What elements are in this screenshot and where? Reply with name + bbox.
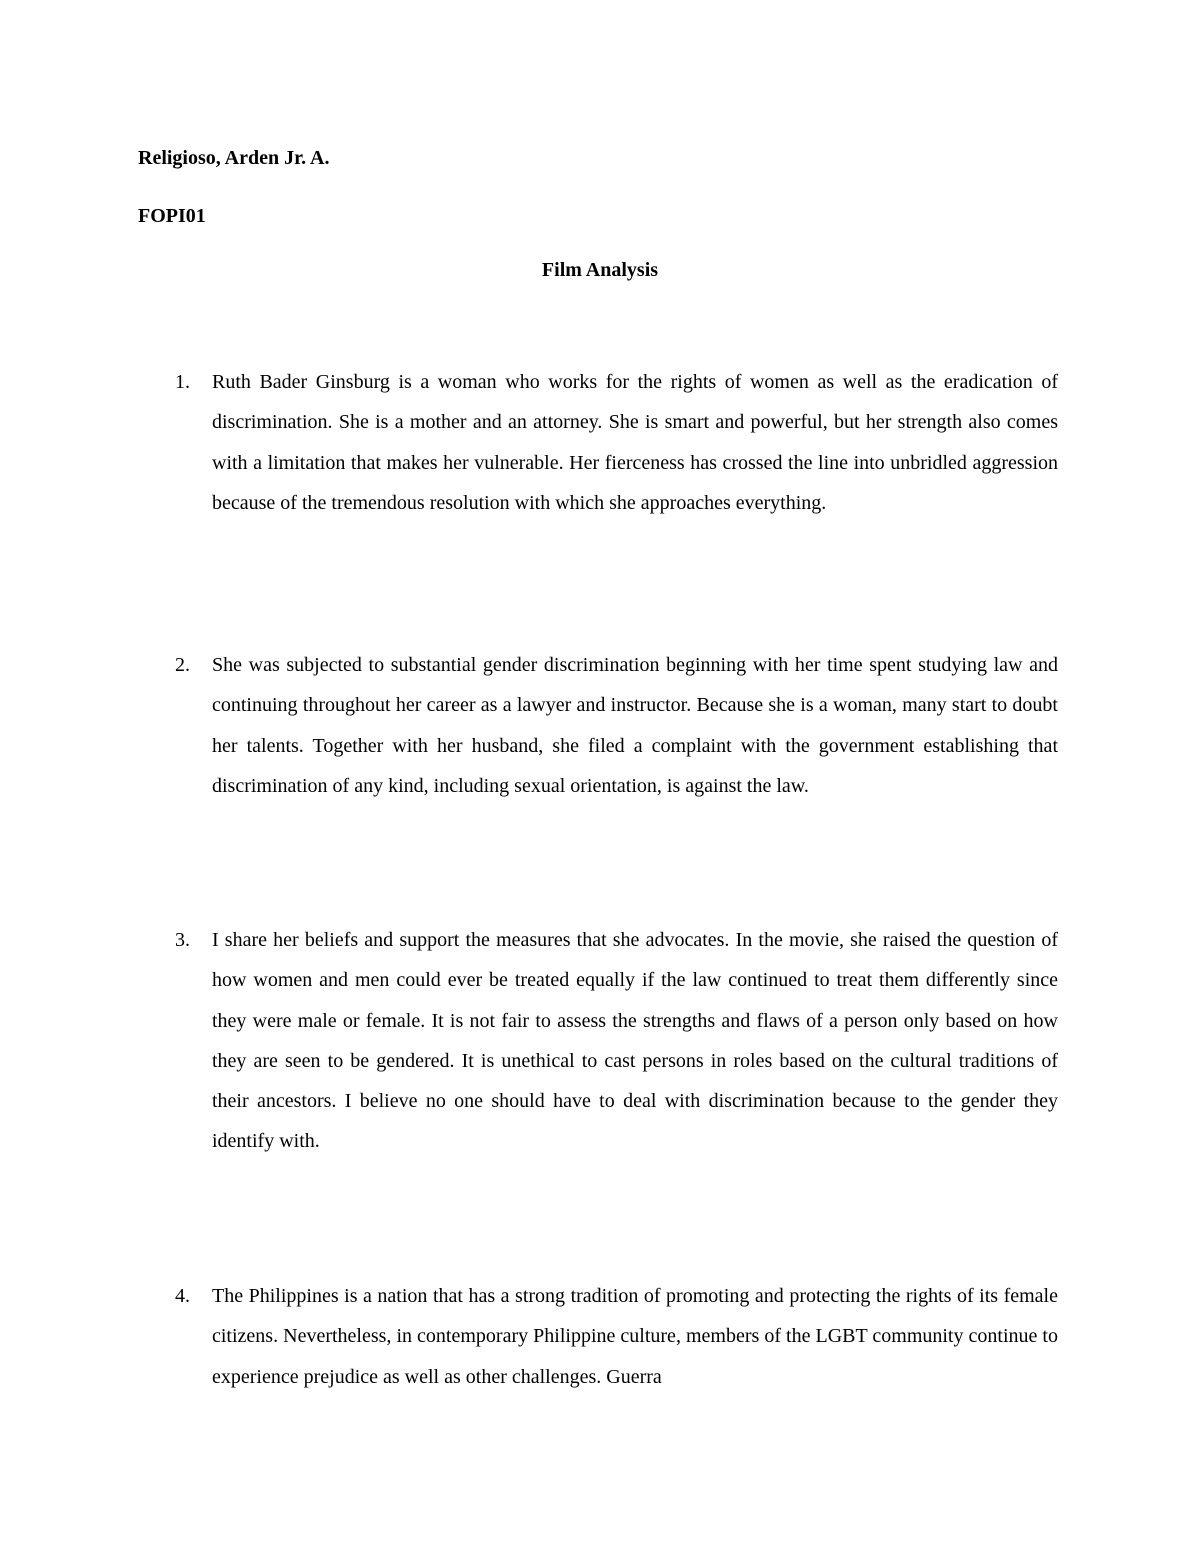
list-item-text: Ruth Bader Ginsburg is a woman who works for the rights of women as well as the eradication of discrimination. She is a mother and an attorney. She is smart and powerful, but her strength also comes with a limitation that makes her vulnerable. Her fierceness has crossed the line into unbridled aggression because of the tremendous resolution with which she approaches everything. [212, 371, 1058, 514]
list-item-text: I share her beliefs and support the measures that she advocates. In the movie, she raised the question of how women and men could ever be treated equally if the law continued to treat them differently since they were male or female. It is not fair to assess the strengths and flaws of a person only based on how they are seen to be gendered. It is unethical to cast persons in roles based on the cultural traditions of their ancestors. I believe no one should have to deal with discrimination because to the gender they identify with. [212, 929, 1058, 1153]
list-item-text: The Philippines is a nation that has a strong tradition of promoting and protecting the rights of its female citizens. Nevertheless, in contemporary Philippine culture, members of the LGBT community continue to experience prejudice as well as other challenges. Guerra [212, 1285, 1058, 1388]
course-code: FOPI01 [138, 205, 206, 227]
list-item-text: She was subjected to substantial gender discrimination beginning with her time spent studying law and continuing throughout her career as a lawyer and instructor. Because she is a woman, many start to doubt her talents. Together with her husband, she filed a complaint with the government establishing that discrimination of any kind, including sexual orientation, is against the law. [212, 654, 1058, 797]
author-name: Religioso, Arden Jr. A. [138, 147, 330, 169]
list-item-number: 2. [175, 654, 190, 676]
document-title: Film Analysis [541, 259, 659, 281]
list-item-number: 3. [175, 929, 190, 951]
list-item-number: 4. [175, 1285, 190, 1307]
list-item-number: 1. [175, 371, 190, 393]
